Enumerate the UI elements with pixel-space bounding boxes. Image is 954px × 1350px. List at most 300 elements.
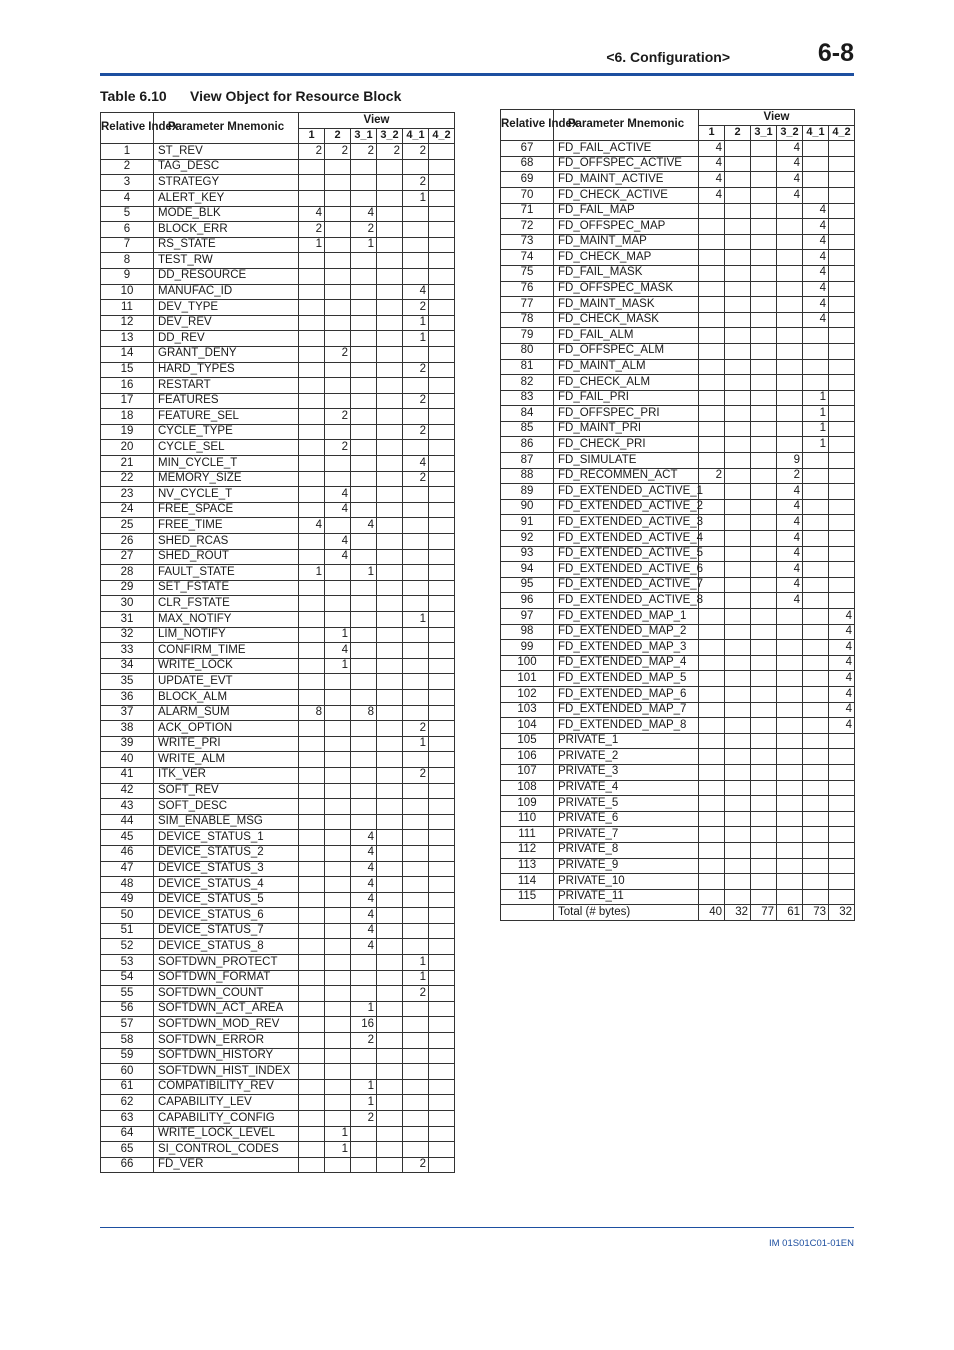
view-1-cell: [299, 814, 325, 830]
table-row: [101, 612, 455, 628]
mnemonic-cell: FD_EXTENDED_MAP_5: [554, 671, 699, 687]
mnemonic-cell: DEVICE_STATUS_3: [154, 861, 299, 877]
table-row: [501, 889, 855, 905]
mnemonic-cell: HARD_TYPES: [154, 362, 299, 378]
view-4-2-cell: [429, 721, 455, 737]
view-3-2-cell: [377, 549, 403, 565]
view-3-2-cell: [377, 237, 403, 253]
view-2-cell: [725, 515, 751, 531]
view-1-cell: [299, 908, 325, 924]
view-4-2-cell: [829, 343, 855, 359]
mnemonic-cell: RS_STATE: [154, 237, 299, 253]
table-row: [501, 375, 855, 391]
relative-index-cell: 13: [101, 331, 154, 347]
relative-index-cell: 53: [101, 955, 154, 971]
view-4-1-cell: 2: [403, 721, 429, 737]
view-3-1-cell: 4: [351, 861, 377, 877]
view-4-2-cell: [429, 627, 455, 643]
view-4-1-cell: [403, 689, 429, 705]
view-1-cell: [699, 749, 725, 765]
view-3-1-cell: [351, 596, 377, 612]
view-4-1-cell: 4: [803, 312, 829, 328]
table-row: [101, 268, 455, 284]
view-3-2-cell: [777, 234, 803, 250]
mnemonic-cell: FD_EXTENDED_MAP_4: [554, 655, 699, 671]
view-3-2-cell: 4: [777, 531, 803, 547]
view-4-1-cell: [803, 172, 829, 188]
view-3-1-cell: [751, 203, 777, 219]
table-row: [501, 499, 855, 515]
relative-index-cell: 73: [501, 234, 554, 250]
view-4-1-cell: [403, 1095, 429, 1111]
view-3-2-cell: [777, 437, 803, 453]
relative-index-cell: 54: [101, 970, 154, 986]
view-3-2-cell: [777, 874, 803, 890]
view-3-1-cell: [751, 796, 777, 812]
view-3-1-cell: [751, 359, 777, 375]
view-4-2-cell: [429, 767, 455, 783]
view-4-1-cell: [803, 328, 829, 344]
view-3-2-cell: [377, 284, 403, 300]
view-1-cell: [699, 764, 725, 780]
table-row: [101, 845, 455, 861]
view-3-1-cell: [351, 674, 377, 690]
view-1-cell: [299, 689, 325, 705]
view-2-cell: [325, 783, 351, 799]
mnemonic-cell: FD_CHECK_ALM: [554, 375, 699, 391]
relative-index-cell: 90: [501, 499, 554, 515]
table-row: [501, 390, 855, 406]
view-2-cell: [325, 1095, 351, 1111]
view-1-cell: [299, 986, 325, 1002]
view-4-1-cell: [803, 671, 829, 687]
table-row: [101, 300, 455, 316]
view-2-cell: [725, 749, 751, 765]
table-row: [501, 468, 855, 484]
table-row: [501, 858, 855, 874]
table-row: [101, 986, 455, 1002]
mnemonic-cell: DEVICE_STATUS_4: [154, 877, 299, 893]
view-4-1-cell: [403, 518, 429, 534]
relative-index-cell: 62: [101, 1095, 154, 1111]
view-1-cell: [699, 702, 725, 718]
view-3-2-cell: 4: [777, 141, 803, 157]
view-4-2-cell: [829, 764, 855, 780]
relative-index-cell: 112: [501, 842, 554, 858]
view-4-1-cell: [403, 580, 429, 596]
view-1-cell: [699, 250, 725, 266]
view-4-2-cell: [429, 736, 455, 752]
mnemonic-cell: MANUFAC_ID: [154, 284, 299, 300]
view-3-1-cell: [751, 842, 777, 858]
view-2-cell: [325, 814, 351, 830]
view-4-1-cell: [403, 861, 429, 877]
view-4-1-cell: [403, 752, 429, 768]
view-2-cell: [325, 190, 351, 206]
relative-index-cell: 87: [501, 453, 554, 469]
view-3-1-cell: [351, 471, 377, 487]
relative-index-cell: 58: [101, 1033, 154, 1049]
view-4-1-cell: [803, 484, 829, 500]
view-1-cell: [299, 643, 325, 659]
view-3-1-cell: [751, 297, 777, 313]
view-3-1-cell: [351, 799, 377, 815]
document-id: IM 01S01C01-01EN: [768, 1238, 854, 1249]
view-3-1-cell: [351, 409, 377, 425]
view-4-2-cell: [829, 515, 855, 531]
view-1-cell: [699, 889, 725, 905]
view-4-2-cell: [429, 1079, 455, 1095]
relative-index-cell: 79: [501, 328, 554, 344]
table-row: [501, 764, 855, 780]
view-1-cell: [299, 440, 325, 456]
relative-index-cell: 9: [101, 268, 154, 284]
view-1-cell: [299, 175, 325, 191]
header-rule: [100, 73, 854, 76]
table-row: [101, 736, 455, 752]
view-3-2-cell: [777, 328, 803, 344]
view-1-cell: [299, 284, 325, 300]
relative-index-cell: 75: [501, 265, 554, 281]
mnemonic-cell: SOFTDWN_COUNT: [154, 986, 299, 1002]
table-row: [101, 284, 455, 300]
view-2-cell: [725, 827, 751, 843]
view-4-2-cell: [829, 156, 855, 172]
view-3-2-cell: [777, 312, 803, 328]
view-2-cell: [325, 1157, 351, 1173]
table-row: [501, 156, 855, 172]
view-4-2-cell: [429, 612, 455, 628]
table-row: [101, 315, 455, 331]
mnemonic-cell: SOFTDWN_ACT_AREA: [154, 1001, 299, 1017]
view-1-cell: [699, 234, 725, 250]
view-1-cell: [699, 219, 725, 235]
relative-index-cell: 21: [101, 456, 154, 472]
table-row: [101, 596, 455, 612]
view-4-1-cell: 2: [403, 767, 429, 783]
table-row: [501, 328, 855, 344]
relative-index-cell: 35: [101, 674, 154, 690]
mnemonic-cell: DEVICE_STATUS_6: [154, 908, 299, 924]
mnemonic-cell: FD_EXTENDED_ACTIVE_8: [554, 593, 699, 609]
view-3-2-cell: [377, 830, 403, 846]
view-1-cell: [299, 190, 325, 206]
view-3-2-cell: 9: [777, 453, 803, 469]
view-3-1-cell: [751, 811, 777, 827]
view-4-2-cell: [829, 375, 855, 391]
table-row: [501, 343, 855, 359]
view-2-cell: [325, 206, 351, 222]
view-3-1-cell: [751, 421, 777, 437]
view-4-1-cell: [803, 702, 829, 718]
relative-index-cell: 92: [501, 531, 554, 547]
view-4-2-cell: 4: [829, 624, 855, 640]
view-4-1-cell: [803, 733, 829, 749]
view-4-1-cell: [403, 1079, 429, 1095]
mnemonic-cell: ALERT_KEY: [154, 190, 299, 206]
view-2-cell: [325, 767, 351, 783]
relative-index-cell: 3: [101, 175, 154, 191]
view-3-2-cell: [377, 1111, 403, 1127]
relative-index-cell: 70: [501, 187, 554, 203]
view-4-1-cell: [803, 375, 829, 391]
view-4-1-cell: [403, 1142, 429, 1158]
table-row: [101, 721, 455, 737]
relative-index-cell: 26: [101, 534, 154, 550]
relative-index-cell: 61: [101, 1079, 154, 1095]
view-3-1-cell: [751, 780, 777, 796]
mnemonic-cell: TEST_RW: [154, 253, 299, 269]
view-4-1-cell: [803, 764, 829, 780]
view-3-2-cell: [777, 842, 803, 858]
view-3-2-cell: [377, 362, 403, 378]
relative-index-cell: 12: [101, 315, 154, 331]
view-4-1-cell: [403, 674, 429, 690]
view-1-cell: [699, 609, 725, 625]
view-2-cell: [725, 499, 751, 515]
view-4-1-cell: [403, 534, 429, 550]
view-3-1-cell: 1: [351, 1001, 377, 1017]
view-4-2-cell: [429, 1064, 455, 1080]
mnemonic-cell: CLR_FSTATE: [154, 596, 299, 612]
view-3-2-cell: [377, 861, 403, 877]
relative-index-cell: 47: [101, 861, 154, 877]
view-4-1-cell: [403, 877, 429, 893]
mnemonic-cell: DEV_TYPE: [154, 300, 299, 316]
view-2-cell: [725, 889, 751, 905]
view-4-2-cell: 4: [829, 671, 855, 687]
view-2-cell: [725, 718, 751, 734]
view-4-2-cell: 32: [829, 905, 855, 921]
view-4-1-cell: [803, 499, 829, 515]
mnemonic-cell: PRIVATE_7: [554, 827, 699, 843]
view-3-2-cell: [777, 718, 803, 734]
view-2-cell: [725, 546, 751, 562]
table-row: [501, 718, 855, 734]
view-4-1-cell: [803, 515, 829, 531]
relative-index-cell: 84: [501, 406, 554, 422]
mnemonic-cell: FD_FAIL_PRI: [554, 390, 699, 406]
view-4-1-cell: [403, 1001, 429, 1017]
view-3-2-cell: [377, 986, 403, 1002]
view-4-2-cell: [829, 297, 855, 313]
relative-index-cell: 91: [501, 515, 554, 531]
table-row: [101, 861, 455, 877]
view-3-1-cell: [351, 736, 377, 752]
view-4-2-cell: [429, 222, 455, 238]
view-3-1-cell: [751, 484, 777, 500]
mnemonic-cell: FD_EXTENDED_MAP_8: [554, 718, 699, 734]
view-3-1-cell: [351, 268, 377, 284]
mnemonic-cell: FD_EXTENDED_ACTIVE_3: [554, 515, 699, 531]
view-3-2-cell: [777, 780, 803, 796]
view-4-2-cell: [429, 190, 455, 206]
view-3-2-cell: [777, 624, 803, 640]
mnemonic-cell: FD_EXTENDED_MAP_2: [554, 624, 699, 640]
view-4-2-cell: [429, 284, 455, 300]
view-3-1-cell: [751, 733, 777, 749]
table-row: [101, 799, 455, 815]
view-2-cell: [725, 531, 751, 547]
view-1-cell: [699, 874, 725, 890]
mnemonic-cell: FD_FAIL_MASK: [554, 265, 699, 281]
view-3-1-cell: [751, 390, 777, 406]
relative-index-cell: 108: [501, 780, 554, 796]
mnemonic-cell: DEVICE_STATUS_8: [154, 939, 299, 955]
relative-index-cell: 88: [501, 468, 554, 484]
mnemonic-cell: BLOCK_ALM: [154, 689, 299, 705]
view-1-cell: [299, 1001, 325, 1017]
view-4-1-cell: [403, 440, 429, 456]
relative-index-cell: 36: [101, 689, 154, 705]
relative-index-cell: 115: [501, 889, 554, 905]
view-4-1-cell: [803, 889, 829, 905]
view-1-cell: [299, 752, 325, 768]
view-3-2-cell: 4: [777, 515, 803, 531]
table-title: [100, 88, 401, 104]
mnemonic-cell: FD_CHECK_MAP: [554, 250, 699, 266]
mnemonic-cell: SOFT_REV: [154, 783, 299, 799]
table-row: [501, 437, 855, 453]
view-4-2-cell: [429, 144, 455, 160]
mnemonic-cell: SIM_ENABLE_MSG: [154, 814, 299, 830]
view-3-1-cell: [751, 156, 777, 172]
view-2-cell: [725, 593, 751, 609]
relative-index-cell: 83: [501, 390, 554, 406]
relative-index-cell: 38: [101, 721, 154, 737]
view-2-cell: [325, 300, 351, 316]
view-3-1-cell: 1: [351, 1095, 377, 1111]
mnemonic-cell: FD_EXTENDED_ACTIVE_7: [554, 577, 699, 593]
view-3-1-cell: [751, 531, 777, 547]
relative-index-cell: 27: [101, 549, 154, 565]
view-3-2-cell: [377, 1142, 403, 1158]
view-1-cell: [299, 596, 325, 612]
view-3-1-cell: [351, 1157, 377, 1173]
view-4-1-cell: [803, 811, 829, 827]
view-3-1-cell: 4: [351, 830, 377, 846]
view-3-1-cell: [751, 827, 777, 843]
table-row: [501, 780, 855, 796]
view-1-cell: [299, 892, 325, 908]
view-2-cell: [725, 780, 751, 796]
table-row: [501, 281, 855, 297]
view-4-2-cell: [829, 468, 855, 484]
view-2-cell: [325, 1001, 351, 1017]
view-4-2-cell: [429, 814, 455, 830]
table-row: [101, 674, 455, 690]
view-3-2-cell: 4: [777, 484, 803, 500]
mnemonic-cell: PRIVATE_6: [554, 811, 699, 827]
table-row: [501, 905, 855, 921]
view-4-2-cell: [429, 674, 455, 690]
view-3-2-cell: 4: [777, 593, 803, 609]
view-2-cell: [725, 234, 751, 250]
mnemonic-cell: FD_VER: [154, 1157, 299, 1173]
header-view-4-1: 4_1: [803, 125, 829, 141]
view-3-2-cell: [377, 206, 403, 222]
relative-index-cell: 18: [101, 409, 154, 425]
view-4-2-cell: [829, 265, 855, 281]
page-header: [100, 38, 854, 72]
relative-index-cell: 16: [101, 378, 154, 394]
mnemonic-cell: FEATURE_SEL: [154, 409, 299, 425]
table-row: [101, 627, 455, 643]
view-1-cell: [299, 502, 325, 518]
mnemonic-cell: FD_OFFSPEC_PRI: [554, 406, 699, 422]
view-1-cell: [299, 861, 325, 877]
table-row: [101, 518, 455, 534]
view-4-1-cell: [803, 624, 829, 640]
table-row: [501, 640, 855, 656]
table-row: [101, 830, 455, 846]
relative-index-cell: 44: [101, 814, 154, 830]
relative-index-cell: 32: [101, 627, 154, 643]
view-4-2-cell: [829, 842, 855, 858]
view-2-cell: [725, 375, 751, 391]
view-4-2-cell: 4: [829, 718, 855, 734]
view-2-cell: [325, 1079, 351, 1095]
header-view-1: 1: [299, 128, 325, 144]
view-2-cell: [325, 736, 351, 752]
view-4-1-cell: [403, 939, 429, 955]
view-4-2-cell: [829, 234, 855, 250]
view-2-cell: [325, 939, 351, 955]
view-1-cell: [699, 265, 725, 281]
view-2-cell: [325, 580, 351, 596]
view-2-cell: [325, 565, 351, 581]
mnemonic-cell: BLOCK_ERR: [154, 222, 299, 238]
view-1-cell: [299, 955, 325, 971]
view-3-1-cell: [351, 424, 377, 440]
view-3-1-cell: 4: [351, 939, 377, 955]
mnemonic-cell: FD_EXTENDED_ACTIVE_1: [554, 484, 699, 500]
view-4-1-cell: [803, 343, 829, 359]
view-4-2-cell: [429, 1111, 455, 1127]
view-4-2-cell: [829, 390, 855, 406]
table-row: [101, 502, 455, 518]
view-3-2-cell: [377, 783, 403, 799]
relative-index-cell: 113: [501, 858, 554, 874]
view-4-1-cell: [403, 783, 429, 799]
relative-index-cell: 102: [501, 686, 554, 702]
view-1-cell: 1: [299, 237, 325, 253]
view-3-2-cell: [377, 471, 403, 487]
view-4-2-cell: [429, 923, 455, 939]
view-1-cell: [699, 375, 725, 391]
view-3-1-cell: 1: [351, 565, 377, 581]
view-2-cell: [325, 955, 351, 971]
view-3-2-cell: [377, 674, 403, 690]
view-4-2-cell: [829, 203, 855, 219]
view-4-1-cell: [403, 549, 429, 565]
view-3-2-cell: [377, 222, 403, 238]
view-3-2-cell: [777, 796, 803, 812]
view-3-2-cell: [377, 534, 403, 550]
table-row: [101, 939, 455, 955]
view-1-cell: [699, 343, 725, 359]
view-4-2-cell: [829, 749, 855, 765]
view-3-2-cell: [377, 1079, 403, 1095]
view-3-1-cell: 4: [351, 877, 377, 893]
table-row: [101, 253, 455, 269]
table-row: [101, 1048, 455, 1064]
view-1-cell: [299, 627, 325, 643]
view-3-1-cell: [351, 284, 377, 300]
view-3-1-cell: [751, 515, 777, 531]
view-2-cell: [325, 1111, 351, 1127]
view-3-2-cell: [377, 580, 403, 596]
